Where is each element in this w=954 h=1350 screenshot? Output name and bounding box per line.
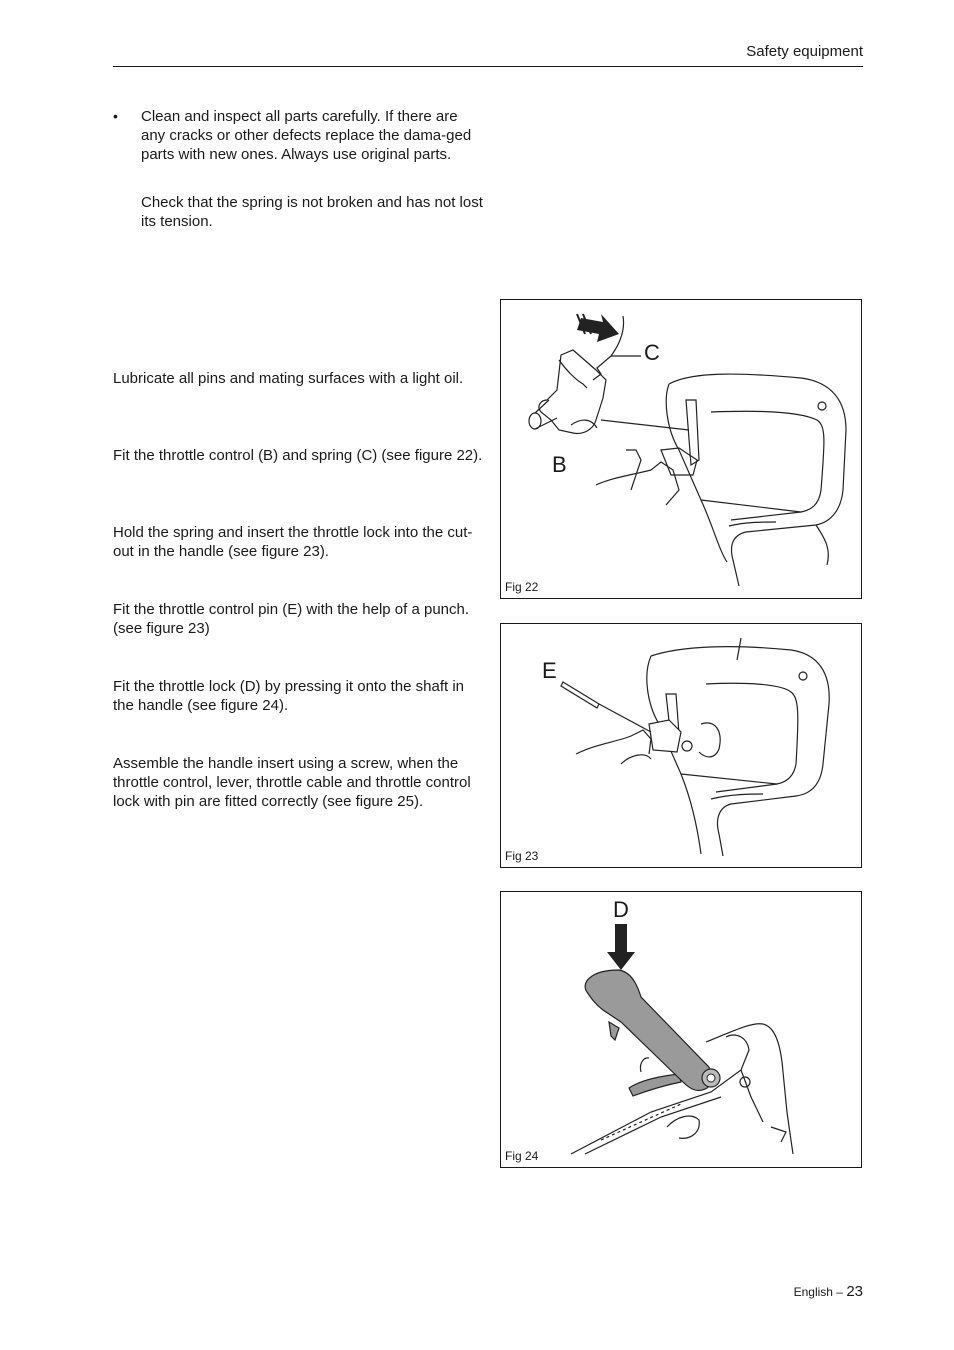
callout-label-b: B: [552, 452, 567, 477]
page-footer: [794, 1283, 863, 1300]
step-fit-throttle-lock: Fit the throttle lock (D) by pressing it onto the shaft in the handle (see figure 24).: [113, 678, 464, 714]
step-lubricate: Lubricate all pins and mating surfaces with a light oil.: [113, 370, 464, 387]
figure-24: [500, 891, 862, 1168]
step-assemble-handle: Assemble the handle insert using a screw, when the throttle control, lever, throttle cable and throttle control lock with pin are fitted correctly (see figure 25).: [113, 755, 471, 810]
figure-22-illustration: [501, 300, 863, 600]
figure-22: [500, 299, 862, 599]
figure-24-caption: Fig 24: [505, 1149, 539, 1163]
figure-22-caption: Fig 22: [505, 580, 539, 594]
footer-language: English –: [793, 1285, 847, 1299]
press-down-arrow: [607, 924, 635, 970]
page-section-title: Safety equipment: [746, 43, 863, 60]
figure-23: [500, 623, 862, 868]
callout-label-e: E: [542, 658, 557, 683]
bullet-note: Check that the spring is not broken and has not lost its tension.: [141, 194, 483, 230]
callout-label-d: D: [613, 897, 629, 922]
step-hold-spring: Hold the spring and insert the throttle lock into the cut-out in the handle (see figure 23).: [113, 524, 473, 560]
figure-23-caption: Fig 23: [505, 849, 539, 863]
callout-label-c: C: [644, 340, 660, 365]
step-fit-pin: Fit the throttle control pin (E) with the help of a punch. (see figure 23): [113, 601, 470, 637]
page-number: 23: [846, 1283, 863, 1300]
bullet-symbol: •: [113, 108, 118, 124]
bullet-paragraph: Clean and inspect all parts carefully. If there are any cracks or other defects replace the dama-ged parts with new ones. Always use original parts.: [141, 108, 472, 163]
header-rule: [113, 66, 863, 67]
step-fit-throttle-control: Fit the throttle control (B) and spring (C) (see figure 22).: [113, 447, 483, 464]
figure-24-illustration: [501, 892, 863, 1169]
